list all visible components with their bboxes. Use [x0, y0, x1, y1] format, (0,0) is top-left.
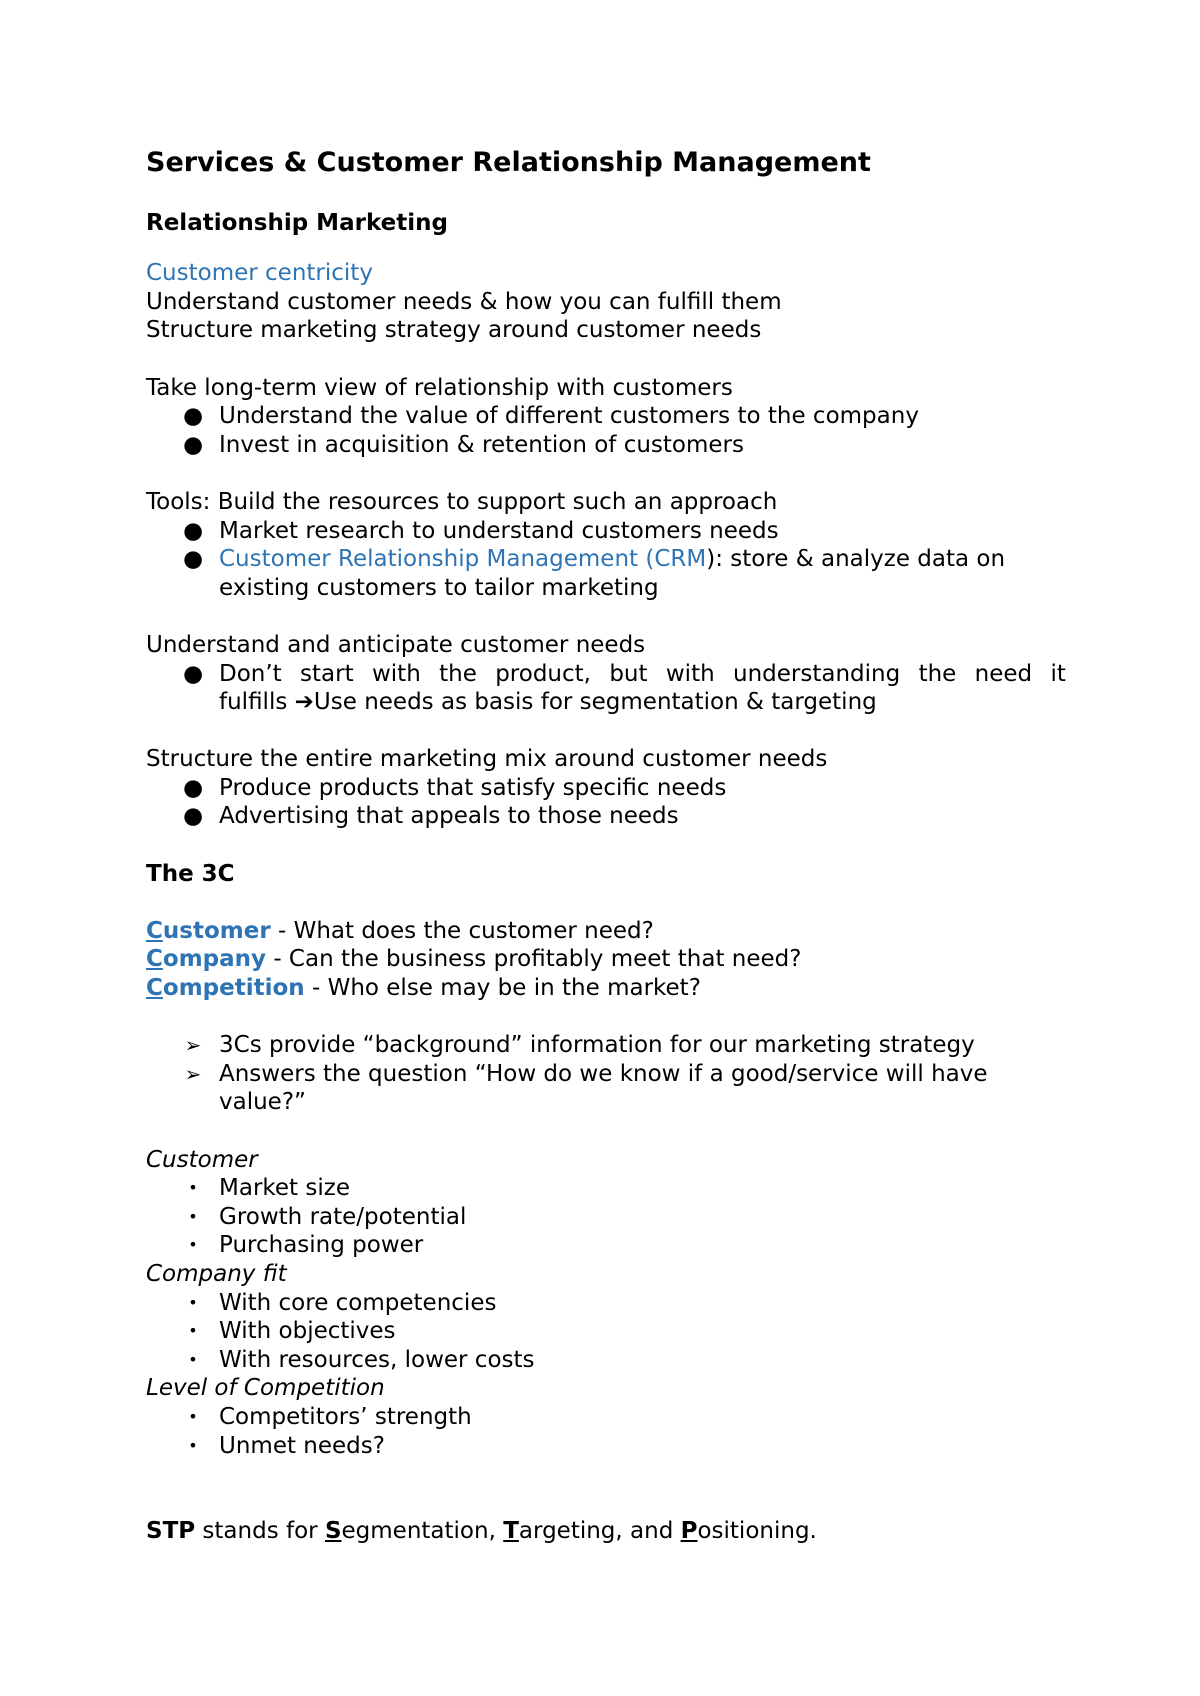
factor-group-label: Customer — [146, 1146, 258, 1173]
bullet-icon: ● — [182, 774, 204, 801]
list-item: • With objectives — [146, 1317, 1066, 1346]
document-body — [146, 146, 1066, 1546]
arrowhead-bullet-icon: ➢ — [184, 1061, 202, 1086]
three-c-item: Customer - What does the customer need? — [146, 917, 654, 944]
bullet-icon: ● — [182, 803, 204, 830]
list-item: • Competitors’ strength — [146, 1403, 1066, 1432]
anticipate-intro: Understand and anticipate customer needs — [146, 631, 646, 658]
small-bullet-icon: • — [188, 1235, 198, 1255]
factor-group-label: Company fit — [146, 1260, 287, 1287]
small-bullet-icon: • — [188, 1349, 198, 1369]
section-heading-3c: The 3C — [146, 860, 235, 887]
list-item: ● Understand the value of different customers to the company — [182, 403, 919, 430]
long-term-intro: Take long-term view of relationship with customers — [146, 374, 733, 401]
mix-intro: Structure the entire marketing mix around customer needs — [146, 746, 828, 773]
justified-line: Don’t start with the product, but with understanding the need it — [219, 660, 1066, 687]
arrowhead-bullet-icon: ➢ — [184, 1033, 202, 1058]
small-bullet-icon: • — [188, 1206, 198, 1226]
factor-list — [146, 1174, 1066, 1260]
list-item: ● Advertising that appeals to those needs — [182, 803, 679, 830]
bullet-icon: ● — [182, 660, 204, 687]
factor-list — [146, 1403, 1066, 1460]
factor-group-label: Level of Competition — [146, 1375, 385, 1402]
list-item: • Unmet needs? — [146, 1432, 1066, 1461]
factor-list — [146, 1289, 1066, 1375]
paragraph-line: Structure marketing strategy around customer needs — [146, 317, 762, 344]
bullet-icon: ● — [182, 403, 204, 430]
list-item: • Growth rate/potential — [146, 1203, 1066, 1232]
small-bullet-icon: • — [188, 1321, 198, 1341]
three-c-item: Competition - Who else may be in the market? — [146, 975, 701, 1002]
list-item: ➢ 3Cs provide “background” information for our marketing strategy — [146, 1031, 1066, 1060]
small-bullet-icon: • — [188, 1178, 198, 1198]
bullet-icon: ● — [182, 517, 204, 544]
small-bullet-icon: • — [188, 1406, 198, 1426]
bullet-icon: ● — [182, 546, 204, 573]
small-bullet-icon: • — [188, 1435, 198, 1455]
page-title: Services & Customer Relationship Management — [146, 147, 871, 178]
list-item: ● Invest in acquisition & retention of customers — [182, 431, 744, 458]
list-item: • With resources, lower costs — [146, 1346, 1066, 1375]
mix-list — [146, 774, 1066, 831]
list-item: ● Produce products that satisfy specific needs — [182, 774, 727, 801]
stp-definition: STP stands for Segmentation, Targeting, and Positioning. — [146, 1518, 817, 1545]
crm-term: Customer Relationship Management (CRM — [219, 546, 707, 573]
three-c-item: Company - Can the business profitably meet that need? — [146, 946, 802, 973]
list-item: • Market size — [146, 1174, 1066, 1203]
list-item: ● Don’t start with the product, but with understanding the need it fulfills ➔Use needs as basis for segmentation & targeting — [182, 660, 1066, 716]
arrow-right-icon: ➔ — [294, 689, 314, 716]
list-item: • Purchasing power — [146, 1231, 1066, 1260]
section-heading-relationship-marketing: Relationship Marketing — [146, 209, 448, 236]
list-item: ● Customer Relationship Management (CRM): store & analyze data on existing customers to tailor marketing — [182, 546, 1006, 601]
paragraph-line: Understand customer needs & how you can fulfill them — [146, 288, 782, 315]
small-bullet-icon: • — [188, 1292, 198, 1312]
long-term-list — [146, 402, 1066, 459]
list-item: • With core competencies — [146, 1289, 1066, 1318]
tools-intro: Tools: Build the resources to support such an approach — [146, 488, 778, 515]
list-item: ● Market research to understand customers needs — [182, 517, 779, 544]
anticipate-list — [146, 660, 1066, 717]
three-c-notes — [146, 1031, 1066, 1117]
list-item: ➢ Answers the question “How do we know if a good/service will have value?” — [146, 1060, 1066, 1117]
bullet-icon: ● — [182, 431, 204, 458]
customer-centricity-label: Customer centricity — [146, 260, 373, 287]
tools-list — [146, 517, 1066, 603]
